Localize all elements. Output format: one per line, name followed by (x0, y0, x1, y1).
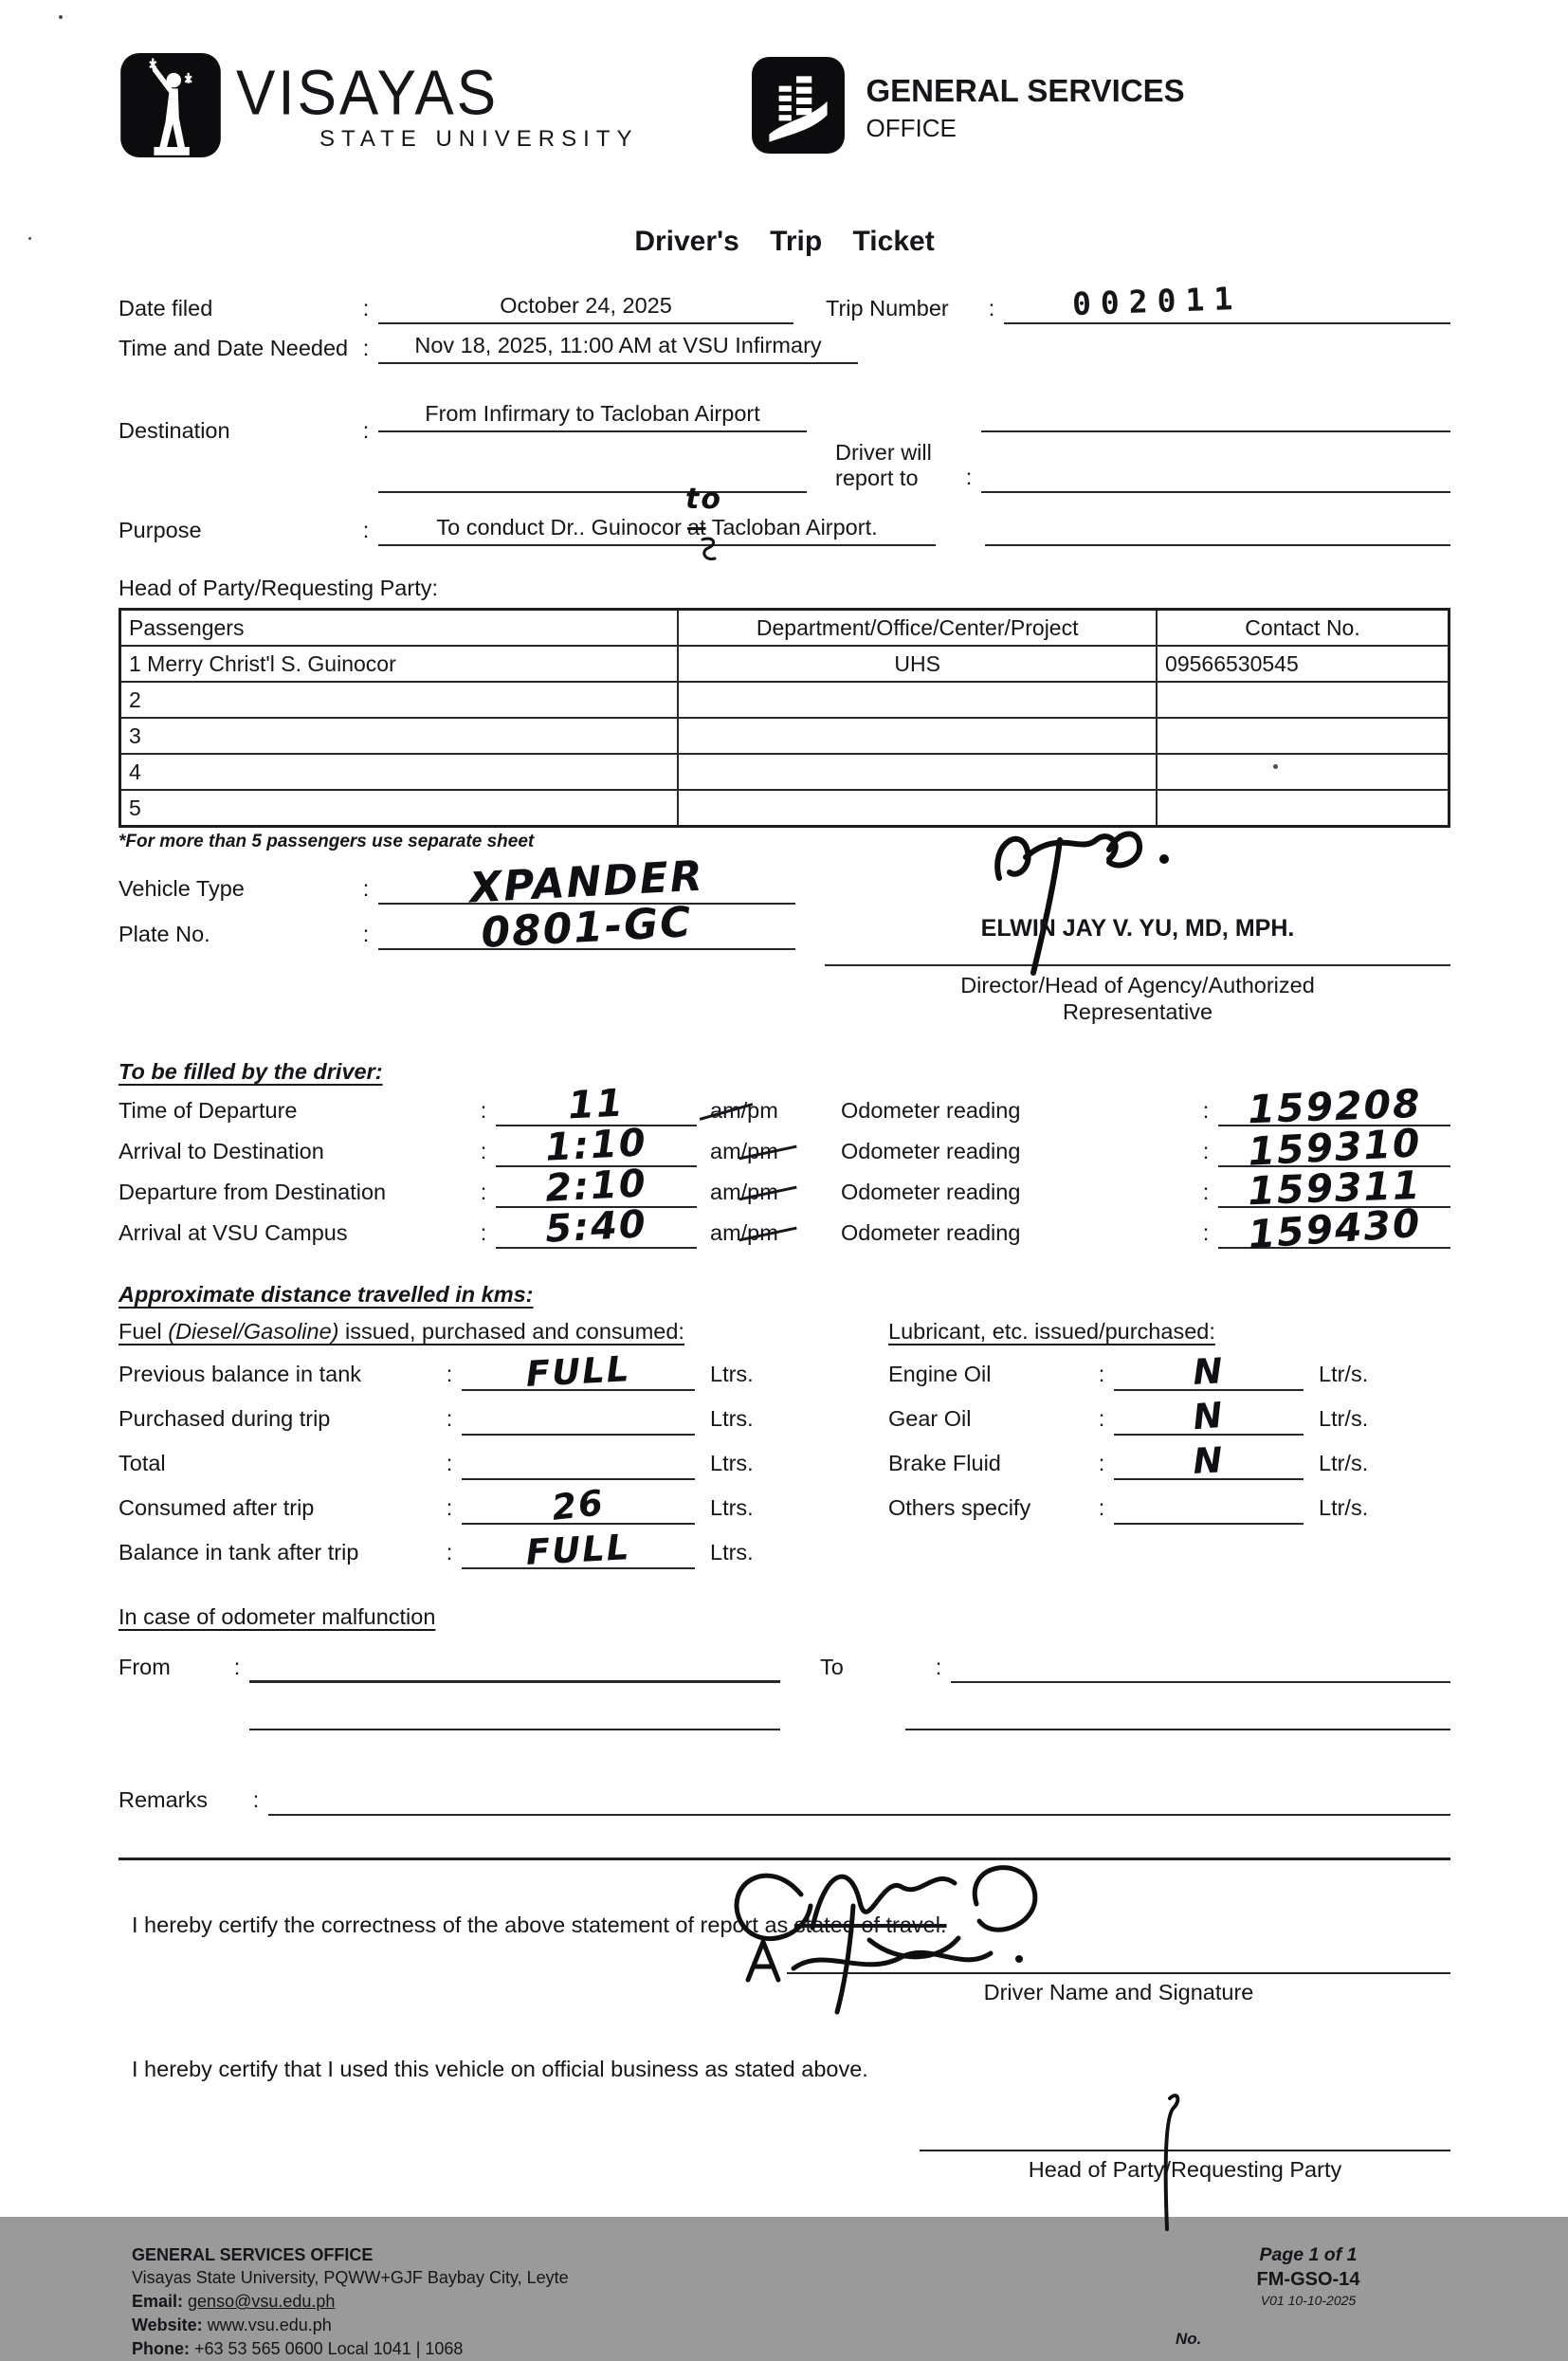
col-contact: Contact No. (1157, 610, 1449, 647)
driver-report-label: Driver will report to (835, 439, 932, 490)
struck-word: at (686, 514, 706, 540)
colon: : (446, 1540, 453, 1565)
fuel-handwriting: FULL (524, 1526, 632, 1573)
scan-speck (59, 15, 63, 19)
gso-logo-icon (750, 52, 847, 165)
fuel-value (462, 1403, 695, 1436)
arrival-campus-value (496, 1202, 697, 1252)
time-handwriting: 2:10 (544, 1162, 648, 1211)
from-to-row (119, 1650, 1450, 1683)
from-label: From (119, 1654, 171, 1679)
driver-certification: I hereby certify the correctness of the above statement of report as stated of travel. Driver Name and Signature (119, 1912, 1450, 2006)
fuel-value (462, 1347, 695, 1395)
colon: : (446, 1362, 453, 1387)
purpose-row (119, 482, 1450, 546)
lubricant-value (1114, 1349, 1304, 1393)
plate-no-handwriting: 0801-GC (480, 898, 694, 958)
odometer-value (1218, 1199, 1450, 1258)
colon: : (446, 1451, 453, 1476)
colon: : (233, 1654, 241, 1679)
footer-office: GENERAL SERVICES OFFICE (132, 2244, 374, 2264)
struck-phrase: stated of travel. (793, 1913, 947, 1938)
vehicle-type-row (119, 851, 825, 913)
colon: : (1098, 1495, 1105, 1521)
destination-row (119, 372, 1450, 493)
remarks-row (119, 1784, 1450, 1816)
colon: : (362, 295, 370, 320)
unit-label: Ltrs. (710, 1406, 754, 1432)
fuel-lubricant-section (119, 1312, 1450, 1573)
colon: : (1202, 1097, 1210, 1123)
to-label: To (820, 1654, 844, 1679)
destination-label: Destination (119, 418, 230, 444)
lubricant-handwriting: N (1191, 1394, 1227, 1437)
purpose-label: Purpose (119, 517, 202, 542)
trip-number-label: Trip Number (826, 295, 949, 320)
plate-no-label: Plate No. (119, 921, 210, 946)
approver-title: Director/Head of Agency/Authorized Representative (960, 973, 1315, 1025)
pen-mark (697, 535, 721, 570)
head-signature-caption: Head of Party/Requesting Party (1028, 2157, 1342, 2183)
plate-no-value (378, 898, 795, 958)
lubricant-value (1114, 1394, 1304, 1437)
purpose-blank-line (985, 514, 1450, 546)
fuel-row: Total : Ltrs. (119, 1448, 888, 1480)
fuel-row: Consumed after trip : 26 Ltrs. (119, 1492, 888, 1525)
fuel-value (462, 1526, 695, 1573)
time-handwriting: 11 (567, 1081, 626, 1128)
footer-form-block (1166, 2243, 1450, 2349)
fuel-row: Balance in tank after trip : FULL Ltrs. (119, 1537, 888, 1569)
plate-no-row (119, 898, 825, 958)
arrival-destination-row (119, 1119, 1450, 1175)
colon: : (480, 1097, 487, 1123)
colon: : (1098, 1406, 1105, 1432)
approver-block (825, 859, 1450, 1026)
letterhead (119, 52, 1450, 165)
colon: : (362, 517, 370, 542)
table-footnote: *For more than 5 passengers use separate sheet (119, 832, 535, 852)
colon: : (1202, 1219, 1210, 1245)
lubricant-row: Engine Oil : N Ltr/s. (888, 1359, 1450, 1391)
time-handwriting: 1:10 (544, 1121, 648, 1170)
to-blank-line-2 (905, 1698, 1450, 1730)
driver-section-heading: To be filled by the driver: (119, 1058, 383, 1084)
lubricant-row: Brake Fluid : N Ltr/s. (888, 1448, 1450, 1480)
colon: : (988, 295, 995, 320)
colon: : (935, 1654, 942, 1679)
arrival-campus-label: Arrival at VSU Campus (119, 1219, 348, 1245)
footer-address: Visayas State University, PQWW+GJF Baybay City, Leyte (132, 2268, 569, 2288)
odometer-handwriting: 159208 (1247, 1080, 1422, 1132)
fuel-row: Previous balance in tank : FULL Ltrs. (119, 1359, 888, 1391)
office-subtitle: OFFICE (866, 113, 957, 142)
unit-label: Ltr/s. (1319, 1406, 1369, 1432)
ampm-token: am/pm (697, 1138, 809, 1167)
colon: : (480, 1138, 487, 1163)
unit-label: Ltrs. (710, 1540, 754, 1565)
odometer-handwriting: 159430 (1246, 1199, 1423, 1258)
colon: : (1098, 1362, 1105, 1387)
ampm-token: am/pm (697, 1179, 809, 1208)
driver-signature-scribble (706, 1847, 1104, 2024)
departure-destination-row (119, 1162, 1450, 1214)
from-to-row-2 (119, 1698, 1450, 1730)
footer-phone-line: Phone: +63 53 565 0600 Local 1041 | 1068 (132, 2338, 464, 2358)
gso-wordmark (866, 74, 1184, 143)
fuel-handwriting: FULL (524, 1347, 632, 1395)
colon: : (252, 1786, 260, 1812)
lubricant-column (888, 1312, 1450, 1568)
fuel-value (462, 1481, 695, 1528)
vehicle-type-value (378, 851, 795, 913)
remarks-label: Remarks (119, 1786, 209, 1812)
form-code: FM-GSO-14 (1256, 2269, 1360, 2290)
driver-report-blank-line (981, 400, 1450, 432)
fuel-heading: Fuel (Diesel/Gasoline) issued, purchased and consumed: (119, 1319, 684, 1345)
driver-signature-caption: Driver Name and Signature (983, 1979, 1254, 2004)
unit-label: Ltrs. (710, 1362, 754, 1387)
unit-label: Ltr/s. (1319, 1495, 1369, 1521)
colon: : (446, 1406, 453, 1432)
table-row: 4 (120, 754, 1449, 790)
distance-heading: Approximate distance travelled in kms: (119, 1282, 534, 1307)
page-footer (119, 2243, 1450, 2361)
from-blank-line-2 (249, 1698, 780, 1730)
colon: : (480, 1219, 487, 1245)
time-of-departure-row (119, 1080, 1450, 1132)
driver-report-blank-line (981, 461, 1450, 493)
date-filed-label: Date filed (119, 295, 213, 320)
purpose-value: To conduct Dr.. Guinocor at to Tacloban Airport. (378, 514, 936, 546)
arrival-campus-row (119, 1199, 1450, 1258)
colon: : (446, 1495, 453, 1521)
odometer-handwriting: 159310 (1246, 1119, 1423, 1175)
purpose-correction (684, 482, 722, 541)
colon: : (1202, 1179, 1210, 1204)
head-signature-block (920, 2150, 1450, 2184)
colon: : (362, 921, 370, 946)
vehicle-approver-section (119, 851, 1450, 1026)
unit-label: Ltrs. (710, 1451, 754, 1476)
director-signature-scribble (967, 819, 1194, 987)
footer-contact-block (119, 2243, 569, 2361)
odometer-label: Odometer reading (841, 1138, 1021, 1163)
page-number: Page 1 of 1 (1259, 2243, 1358, 2265)
fuel-row: Purchased during trip : Ltrs. (119, 1403, 888, 1436)
odometer-label: Odometer reading (841, 1179, 1021, 1204)
approver-name: ELWIN JAY V. YU, MD, MPH. (980, 915, 1295, 942)
table-row: 5 (120, 790, 1449, 827)
head-pen-stroke (1138, 2091, 1194, 2240)
colon: : (362, 418, 370, 444)
colon: : (965, 464, 973, 489)
lubricant-handwriting: N (1192, 1349, 1226, 1393)
date-trip-row (119, 279, 1450, 324)
lubricant-row: Others specify : Ltr/s. (888, 1492, 1450, 1525)
driver-times-section (119, 1080, 1450, 1258)
destination-value: From Infirmary to Tacloban Airport (378, 400, 807, 432)
malfunction-heading: In case of odometer malfunction (119, 1603, 436, 1629)
vehicle-type-handwriting: XPANDER (468, 851, 705, 913)
unit-label: Ltrs. (710, 1495, 754, 1521)
table-header-row (120, 610, 1449, 647)
odometer-label: Odometer reading (841, 1219, 1021, 1245)
scan-speck (28, 237, 31, 240)
footer-email: genso@vsu.edu.ph (188, 2292, 336, 2312)
inserted-word-handwriting: to (684, 482, 722, 516)
lubricant-value (1114, 1438, 1304, 1482)
colon: : (1098, 1451, 1105, 1476)
lubricant-handwriting: N (1192, 1438, 1226, 1482)
odometer-handwriting: 159311 (1247, 1162, 1422, 1214)
date-filed-value: October 24, 2025 (378, 292, 793, 324)
colon: : (362, 875, 370, 901)
unit-label: Ltr/s. (1319, 1362, 1369, 1387)
university-name: VISAYAS (236, 57, 500, 129)
departure-destination-label: Departure from Destination (119, 1179, 387, 1204)
odometer-label: Odometer reading (841, 1097, 1021, 1123)
vehicle-type-label: Vehicle Type (119, 875, 245, 901)
from-blank-line (249, 1650, 780, 1683)
footer-email-line: Email: genso@vsu.edu.ph (132, 2292, 336, 2312)
footer-website-line: Website: www.vsu.edu.ph (132, 2315, 332, 2335)
colon: : (362, 335, 370, 360)
col-department: Department/Office/Center/Project (678, 610, 1157, 647)
footer-website: www.vsu.edu.ph (207, 2315, 332, 2335)
col-passengers: Passengers (120, 610, 679, 647)
vsu-wordmark (236, 57, 639, 154)
footer-phone: +63 53 565 0600 Local 1041 | 1068 (194, 2338, 464, 2358)
ampm-token: am/pm (697, 1219, 809, 1249)
to-blank-line (951, 1651, 1450, 1683)
table-row: 3 (120, 718, 1449, 754)
time-date-needed-label: Time and Date Needed (119, 335, 349, 360)
time-date-needed-value: Nov 18, 2025, 11:00 AM at VSU Infirmary (378, 332, 858, 364)
form-title: Driver's Trip Ticket (634, 226, 935, 258)
lubricant-heading: Lubricant, etc. issued/purchased: (888, 1319, 1215, 1345)
time-date-needed-row (119, 332, 1450, 364)
table-row: 1 Merry Christ'l S. Guinocor UHS 09566530545 (120, 646, 1449, 682)
colon: : (480, 1179, 487, 1204)
arrival-destination-label: Arrival to Destination (119, 1138, 324, 1163)
destination-blank-line (378, 461, 807, 493)
gso-group (750, 52, 1184, 165)
party-heading: Head of Party/Requesting Party: (119, 575, 439, 600)
fuel-value (462, 1448, 695, 1480)
fuel-handwriting: 26 (550, 1481, 607, 1528)
time-of-departure-label: Time of Departure (119, 1097, 298, 1123)
unit-label: Ltr/s. (1319, 1451, 1369, 1476)
passengers-table (119, 608, 1450, 828)
lubricant-value (1114, 1492, 1304, 1525)
form-version: V01 10-10-2025 (1260, 2293, 1357, 2308)
trip-number-stamp: 002011 (1071, 279, 1243, 322)
lubricant-row: Gear Oil : N Ltr/s. (888, 1403, 1450, 1436)
colon: : (1202, 1138, 1210, 1163)
remarks-blank-line (268, 1784, 1450, 1816)
university-subtitle: STATE UNIVERSITY (319, 125, 639, 152)
vsu-logo-icon (119, 52, 223, 165)
odometer-malfunction-section (119, 1603, 1450, 1730)
office-name: GENERAL SERVICES (866, 73, 1185, 109)
time-handwriting: 5:40 (544, 1202, 648, 1252)
fuel-column (119, 1312, 888, 1573)
no-label: No. (1176, 2329, 1202, 2348)
ampm-token: am/pm (697, 1097, 809, 1126)
table-row: 2 (120, 682, 1449, 718)
head-certification: I hereby certify that I used this vehicle on official business as stated above. Head of Party/Requesting Party (119, 2056, 1450, 2185)
